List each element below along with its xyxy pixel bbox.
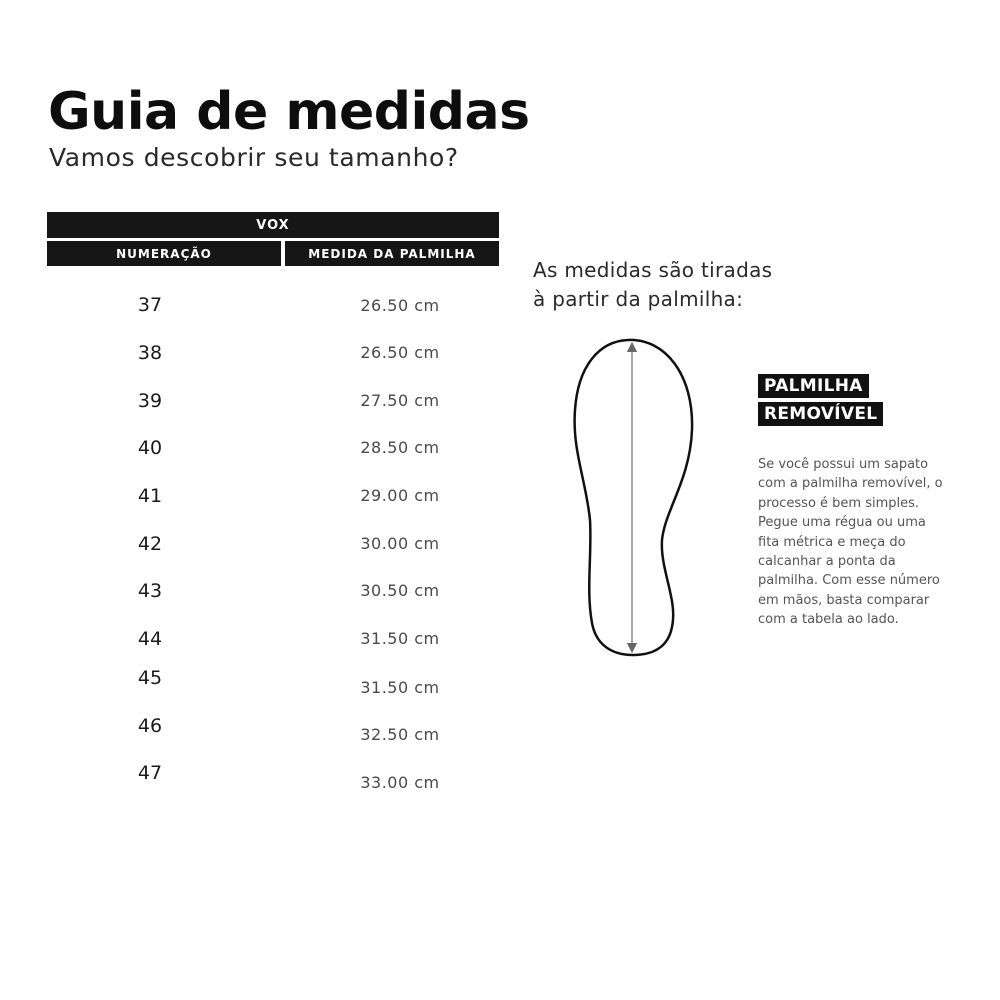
size-value: 41 (137, 485, 163, 507)
size-value: 44 (137, 628, 163, 650)
length-value: 31.50 cm (360, 629, 440, 648)
removable-insole-tag: PALMILHA (758, 374, 869, 398)
page-title: Guia de medidas (48, 82, 530, 142)
heading-line: à partir da palmilha: (533, 287, 744, 311)
table-row (0, 758, 520, 792)
table-row (0, 481, 520, 511)
table-row (0, 338, 520, 368)
table-row (0, 576, 520, 606)
heading-line: As medidas são tiradas (533, 258, 773, 282)
column-header-length: MEDIDA DA PALMILHA (285, 241, 499, 266)
size-value: 37 (137, 294, 163, 316)
table-row (0, 529, 520, 559)
size-value: 39 (137, 390, 163, 412)
table-row (0, 624, 520, 654)
table-row (0, 433, 520, 463)
instructions-text: Se você possui um sapato com a palmilha removível, o processo é bem simples. Pegue uma régua ou uma fita métrica e meça do calcanhar a ponta da palmilha. Com esse número em mãos, basta comparar com a tabela ao lado. (758, 457, 943, 628)
length-value: 33.00 cm (360, 773, 440, 792)
length-value: 27.50 cm (360, 391, 440, 410)
measurement-instructions-heading (533, 256, 833, 314)
size-value: 46 (137, 715, 163, 737)
length-value: 30.50 cm (360, 581, 440, 600)
size-value: 38 (137, 342, 163, 364)
length-value: 31.50 cm (360, 678, 440, 697)
size-value: 42 (137, 533, 163, 555)
length-value: 29.00 cm (360, 486, 440, 505)
table-row (0, 663, 520, 697)
length-value: 30.00 cm (360, 534, 440, 553)
length-value: 28.50 cm (360, 438, 440, 457)
table-row (0, 711, 520, 744)
length-value: 32.50 cm (360, 725, 440, 744)
size-value: 45 (137, 667, 163, 689)
size-value: 40 (137, 437, 163, 459)
insole-outline-icon (570, 335, 700, 660)
page-subtitle: Vamos descobrir seu tamanho? (49, 143, 459, 172)
length-value: 26.50 cm (360, 296, 440, 315)
table-row (0, 386, 520, 416)
length-value: 26.50 cm (360, 343, 440, 362)
size-value: 43 (137, 580, 163, 602)
brand-header: VOX (47, 212, 499, 238)
column-header-size: NUMERAÇÃO (47, 241, 281, 266)
removable-insole-tag: REMOVÍVEL (758, 402, 883, 426)
size-value: 47 (137, 762, 163, 784)
table-row (0, 290, 520, 320)
